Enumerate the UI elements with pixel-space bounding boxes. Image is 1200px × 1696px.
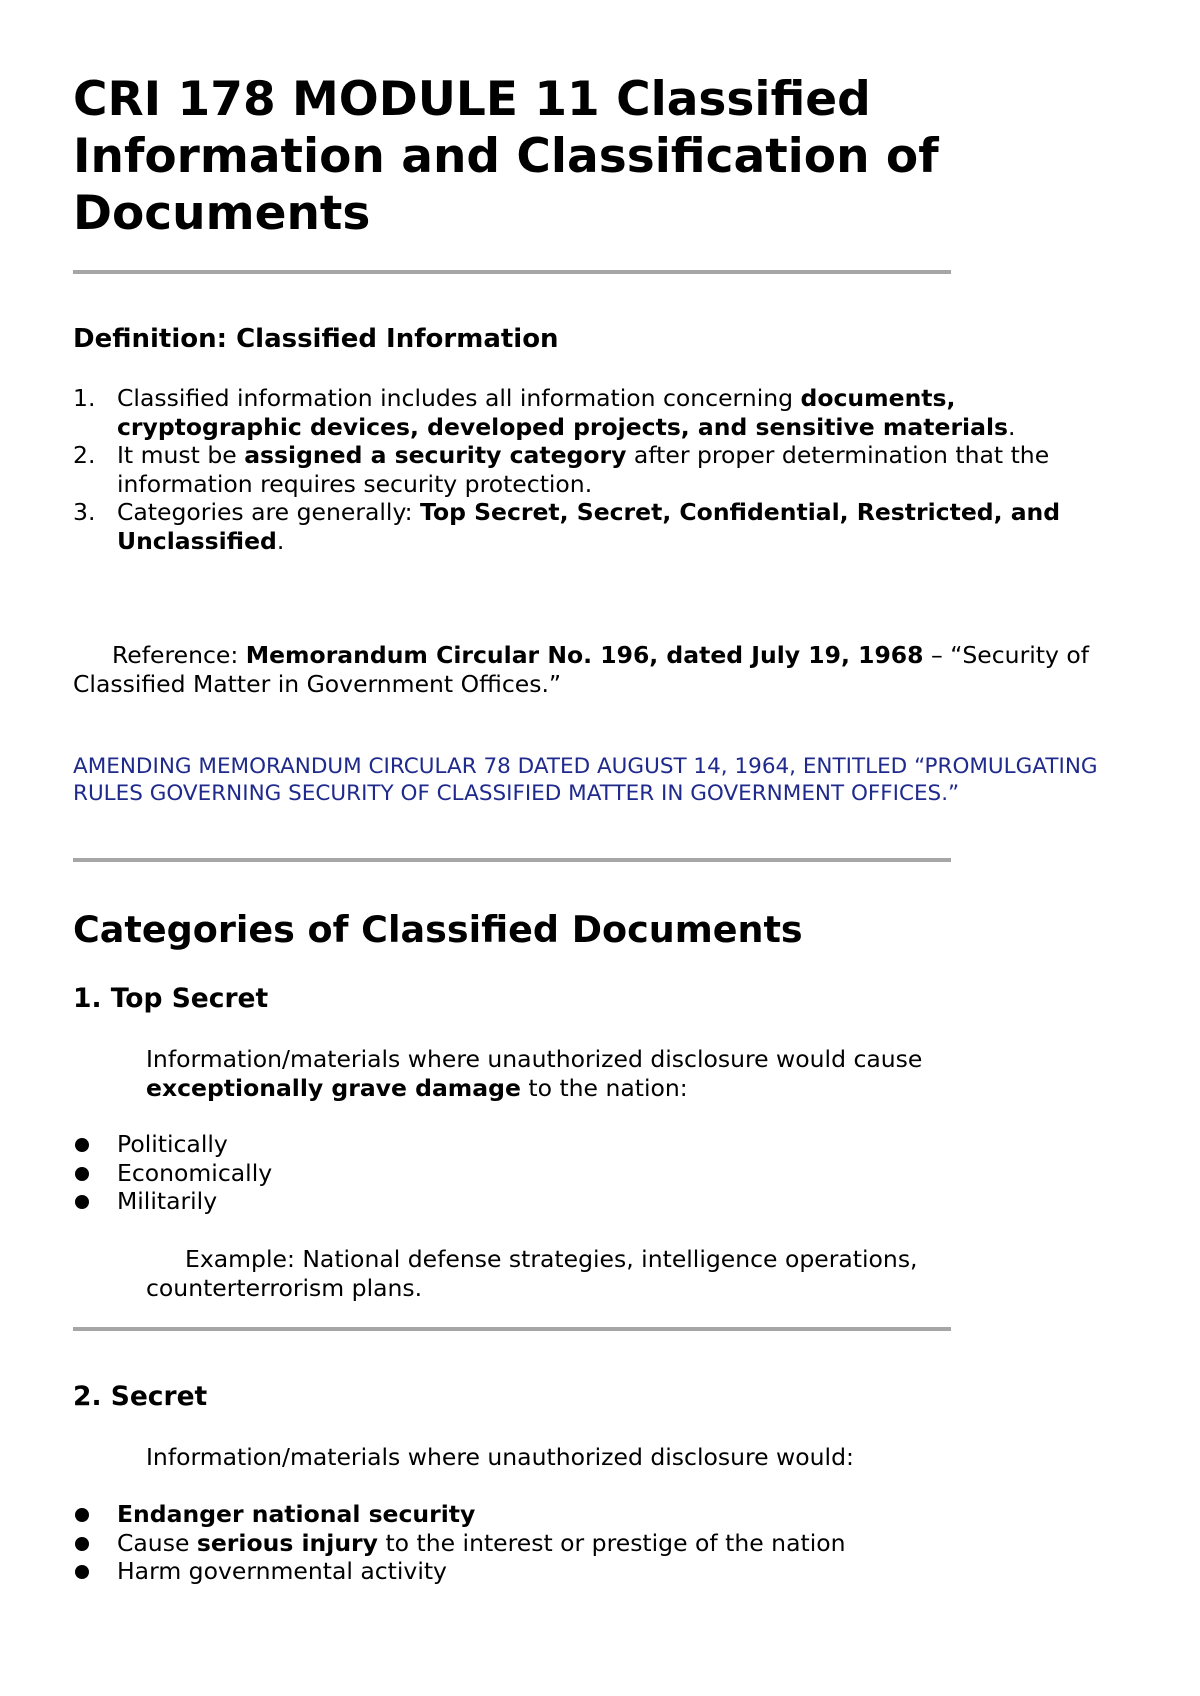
reference-citation: Memorandum Circular No. 196, dated July 19, 1968 — [245, 641, 924, 669]
bullet-icon — [75, 1565, 89, 1579]
list-item — [73, 1187, 1073, 1216]
bullet-text: Militarily — [117, 1187, 218, 1215]
intro-text-end: to the nation: — [520, 1073, 688, 1102]
item-text: It must be — [117, 441, 245, 469]
list-item — [73, 441, 1133, 498]
item-text-end: after proper determination that the information requires security protection. — [117, 441, 1050, 498]
item-bold-text: assigned a security category — [244, 441, 627, 469]
list-item — [73, 1500, 1073, 1529]
item-bold-text: Top Secret, Secret, Confidential, Restricted, and Unclassified — [117, 498, 1061, 555]
list-item — [73, 384, 1133, 441]
reference-label: Reference: — [112, 641, 246, 669]
item-text-end: . — [276, 526, 285, 555]
bullet-text: Cause — [117, 1528, 197, 1557]
item-text: Categories are generally: — [117, 498, 421, 526]
secret-intro: Information/materials where unauthorized disclosure would: — [146, 1443, 854, 1471]
bullet-text-end: to the interest or prestige of the nation — [377, 1528, 846, 1557]
divider — [73, 1327, 951, 1331]
intro-text: Information/materials where unauthorized disclosure would cause — [146, 1045, 923, 1073]
document-title: CRI 178 MODULE 11 Classified Information and Classification of Documents — [73, 72, 939, 241]
top-secret-example: Example: National defense strategies, intelligence operations, counterterrorism plans. — [146, 1245, 918, 1302]
divider — [73, 858, 951, 862]
bullet-icon — [75, 1138, 89, 1152]
list-number: 3. — [73, 498, 96, 526]
divider — [73, 270, 951, 274]
list-item — [73, 1529, 1073, 1558]
list-item — [73, 1557, 1073, 1586]
bullet-icon — [75, 1508, 89, 1522]
top-secret-heading: 1. Top Secret — [73, 983, 269, 1014]
secret-bullets — [73, 1500, 1073, 1586]
definition-list — [73, 384, 1133, 555]
list-number: 1. — [73, 384, 96, 412]
list-number: 2. — [73, 441, 96, 469]
reference-paragraph — [73, 641, 1143, 698]
amending-note: AMENDING MEMORANDUM CIRCULAR 78 DATED AUGUST 14, 1964, ENTITLED “PROMULGATING RULES GOVERNING SECURITY OF CLASSIFIED MATTER IN GOVERNMENT OFFICES.” — [73, 754, 1098, 806]
secret-heading: 2. Secret — [73, 1381, 208, 1412]
bullet-icon — [75, 1167, 89, 1181]
categories-heading: Categories of Classified Documents — [73, 908, 803, 951]
item-bold-text: documents, cryptographic devices, developed projects, and sensitive materials — [117, 384, 1008, 441]
item-text: Classified information includes all information concerning — [117, 384, 801, 412]
reference-title: – “Security of Classified Matter in Government Offices.” — [73, 641, 1090, 698]
bullet-bold-text: serious injury — [196, 1528, 378, 1557]
bullet-text: Harm governmental activity — [117, 1557, 447, 1585]
bullet-text: Economically — [117, 1158, 273, 1187]
bullet-icon — [75, 1195, 89, 1209]
top-secret-bullets — [73, 1130, 1073, 1216]
bullet-bold-text: Endanger national security — [117, 1500, 476, 1528]
item-text-end: . — [1008, 412, 1016, 441]
top-secret-intro — [146, 1045, 1046, 1102]
definition-heading: Definition: Classified Information — [73, 324, 559, 354]
list-item — [73, 1130, 1073, 1159]
bullet-icon — [75, 1537, 89, 1551]
list-item — [73, 1159, 1073, 1188]
intro-bold-text: exceptionally grave damage — [146, 1073, 521, 1102]
bullet-text: Politically — [117, 1130, 228, 1158]
list-item — [73, 498, 1133, 555]
